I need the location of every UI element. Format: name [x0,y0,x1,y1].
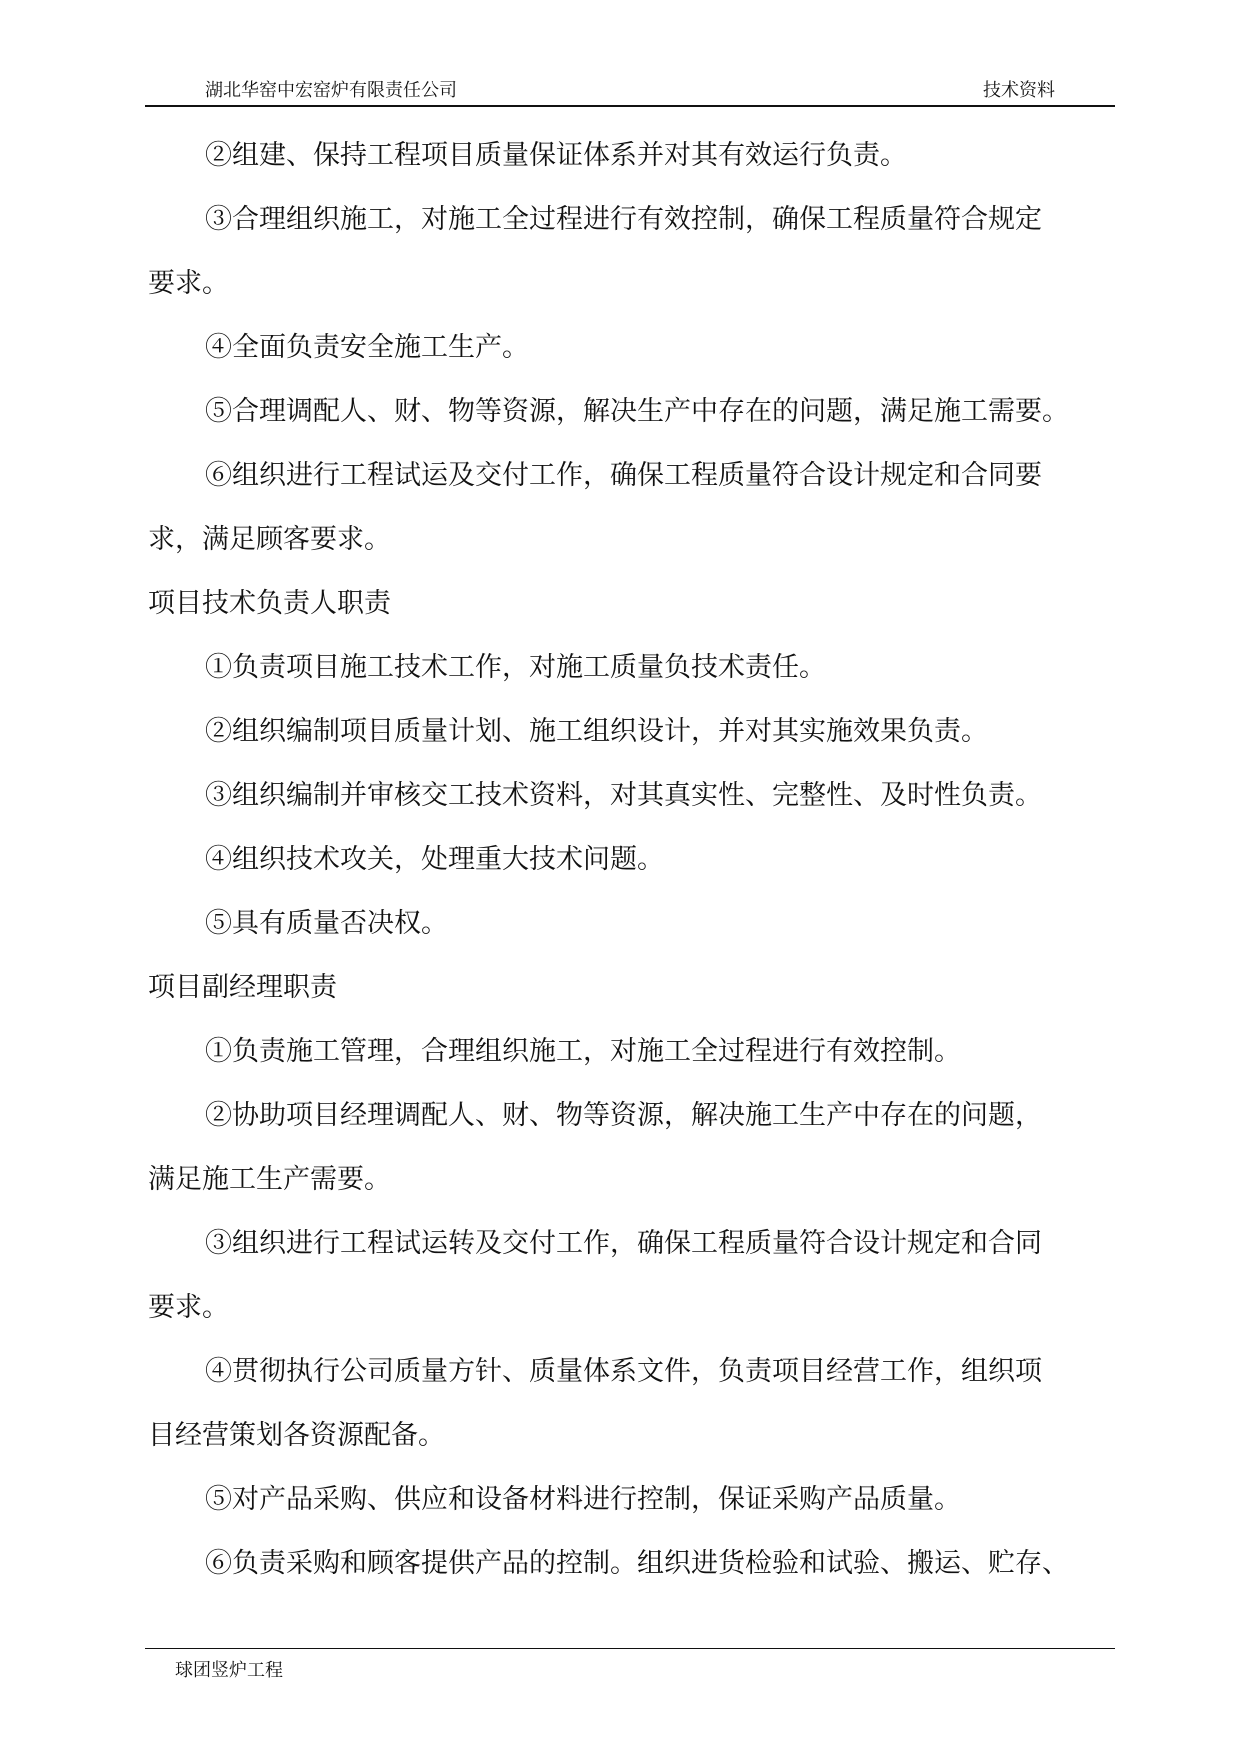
page-header [145,76,1115,106]
text-line: 项目副经理职责 [148,972,337,1003]
paragraph-line: ⑥负责采购和顾客提供产品的控制。组织进货检验和试验、搬运、贮存、 [205,1548,1069,1579]
paragraph-line: ③组织编制并审核交工技术资料，对其真实性、完整性、及时性负责。 [205,780,1042,811]
header-divider [145,105,1115,107]
document-body [148,124,1123,1596]
paragraph-line: ④全面负责安全施工生产。 [205,332,529,363]
paragraph-line: ⑤合理调配人、财、物等资源，解决生产中存在的问题，满足施工需要。 [205,396,1069,427]
paragraph-line: ①负责施工管理，合理组织施工，对施工全过程进行有效控制。 [205,1036,961,1067]
paragraph-line: ⑥组织进行工程试运及交付工作，确保工程质量符合设计规定和合同要 [205,460,1042,491]
page-footer [175,1656,283,1682]
paragraph-line: ②组建、保持工程项目质量保证体系并对其有效运行负责。 [205,140,907,171]
paragraph-line: ⑤对产品采购、供应和设备材料进行控制，保证采购产品质量。 [205,1484,961,1515]
paragraph-line: ③合理组织施工，对施工全过程进行有效控制，确保工程质量符合规定 [205,204,1042,235]
paragraph-line: ④组织技术攻关，处理重大技术问题。 [205,844,664,875]
footer-divider [145,1648,1115,1649]
paragraph-line: ⑤具有质量否决权。 [205,908,448,939]
text-line: 满足施工生产需要。 [148,1164,391,1195]
paragraph-line: ④贯彻执行公司质量方针、质量体系文件，负责项目经营工作，组织项 [205,1356,1042,1387]
text-line: 要求。 [148,1292,229,1323]
text-line: 目经营策划各资源配备。 [148,1420,445,1451]
paragraph-line: ③组织进行工程试运转及交付工作，确保工程质量符合设计规定和合同 [205,1228,1042,1259]
text-line: 项目技术负责人职责 [148,588,391,619]
document-type: 技术资料 [983,80,1055,101]
project-name: 球团竖炉工程 [175,1660,283,1681]
paragraph-line: ②协助项目经理调配人、财、物等资源，解决施工生产中存在的问题， [205,1100,1042,1131]
text-line: 要求。 [148,268,229,299]
paragraph-line: ①负责项目施工技术工作，对施工质量负技术责任。 [205,652,826,683]
text-line: 求，满足顾客要求。 [148,524,391,555]
company-name: 湖北华窑中宏窑炉有限责任公司 [205,80,457,101]
paragraph-line: ②组织编制项目质量计划、施工组织设计，并对其实施效果负责。 [205,716,988,747]
